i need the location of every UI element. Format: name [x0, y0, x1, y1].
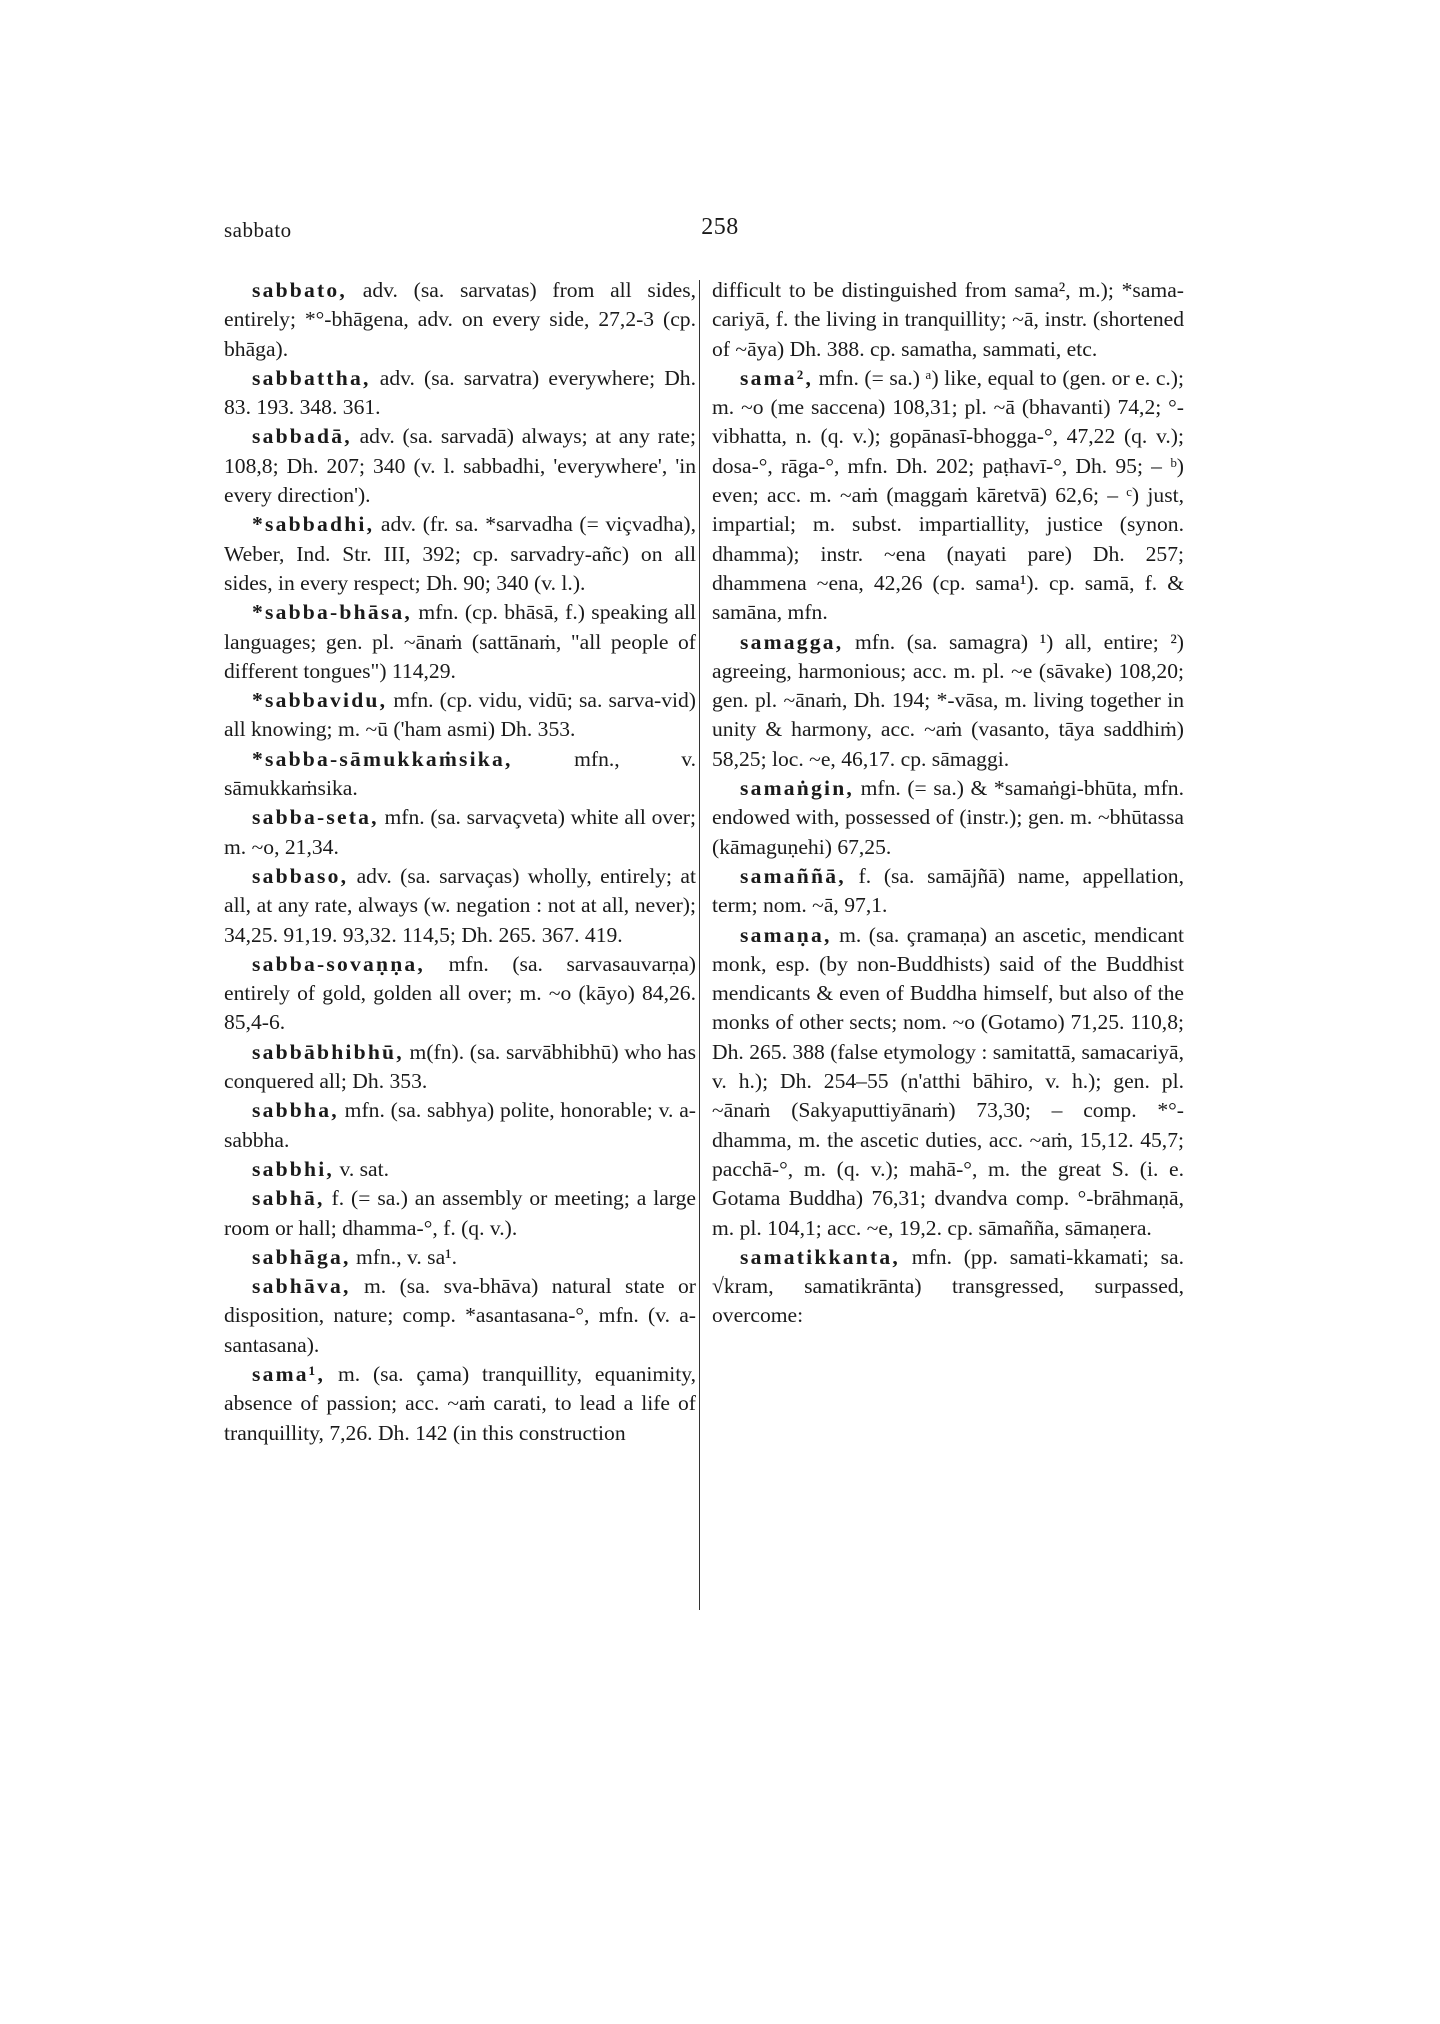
left-column: [224, 276, 696, 1448]
entry-headword: sabbhi,: [252, 1156, 335, 1181]
dictionary-entry: [224, 1155, 696, 1184]
entry-headword: sama²,: [740, 365, 814, 390]
dictionary-entry: [224, 686, 696, 745]
entry-headword: sabba-seta,: [252, 805, 379, 830]
entry-headword: sabbato,: [252, 278, 348, 302]
entry-headword: samatikkanta,: [740, 1244, 900, 1269]
entry-headword: *sabbadhi,: [252, 512, 375, 537]
entry-headword: samaṇa,: [740, 922, 832, 947]
dictionary-entry: [224, 1243, 696, 1272]
entry-headword: sabbābhibhū,: [252, 1039, 404, 1064]
dictionary-entry: [224, 803, 696, 862]
entry-headword: sabhāga,: [252, 1244, 351, 1269]
entry-headword: sabbha,: [252, 1098, 339, 1123]
dictionary-entry: [224, 745, 696, 804]
entry-headword: sabbaso,: [252, 863, 349, 888]
entry-definition: adv. (sa. sarvatra) everywhere; Dh. 83. 193. 348. 361.: [224, 365, 696, 420]
dictionary-entry: [712, 862, 1184, 921]
dictionary-entry: [224, 1096, 696, 1155]
dictionary-entry: [712, 628, 1184, 774]
dictionary-entry: [224, 422, 696, 510]
dictionary-entry: [224, 1360, 696, 1448]
entry-definition: adv. (sa. sarvatas) from all sides, entirely; *°-bhāgena, adv. on every side, 27,2-3 (cp. bhāga).: [224, 278, 696, 361]
dictionary-entry: [224, 1184, 696, 1243]
entry-definition: mfn. (= sa.) ᵃ) like, equal to (gen. or e. c.); m. ~o (me saccena) 108,31; pl. ~ā (bhavanti) 74,2; °-vibhatta, n. (q. v.); gopānasī-bhogga-°, 47,22 (q. v.); dosa-°, rāga-°, mfn. Dh. 202; paṭhavī-°, Dh. 95; – ᵇ) even; acc. m. ~aṁ (maggaṁ kāretvā) 62,6; – ᶜ) just, impartial; m. subst. impartiallity, justice (synon. dhamma); instr. ~ena (nayati pare) Dh. 257; dhammena ~ena, 42,26 (cp. sama¹). cp. samā, f. & samāna, mfn.: [712, 365, 1184, 625]
entry-definition: f. (= sa.) an assembly or meeting; a large room or hall; dhamma-°, f. (q. v.).: [224, 1186, 696, 1240]
dictionary-entry: [224, 1038, 696, 1097]
entry-definition: adv. (sa. sarvaças) wholly, entirely; at all, at any rate, always (w. negation : not at all, never); 34,25. 91,19. 93,32. 114,5; Dh. 265. 367. 419.: [224, 863, 696, 947]
entry-definition: mfn. (sa. samagra) ¹) all, entire; ²) agreeing, harmonious; acc. m. pl. ~e (sāvake) 108,20; gen. pl. ~ānaṁ, Dh. 194; *-vāsa, m. living together in unity & harmony, acc. ~aṁ (vasanto, tāya saddhiṁ) 58,25; loc. ~e, 46,17. cp. sāmaggi.: [712, 629, 1184, 771]
entry-headword: sabhā,: [252, 1186, 325, 1211]
entry-definition: mfn. (cp. bhāsā, f.) speaking all languages; gen. pl. ~ānaṁ (sattānaṁ, "all people of different tongues") 114,29.: [224, 600, 696, 683]
entry-headword: sama¹,: [252, 1361, 326, 1386]
entry-headword: *sabbavidu,: [252, 688, 388, 713]
entry-definition: mfn. (sa. sarvaçveta) white all over; m. ~o, 21,34.: [224, 805, 696, 859]
entry-headword: sabba-sovaṇṇa,: [252, 951, 426, 976]
entry-headword: samagga,: [740, 629, 844, 654]
column-divider: [699, 280, 700, 1610]
dictionary-entry: [224, 510, 696, 598]
entry-headword: samaññā,: [740, 863, 846, 888]
entry-definition: m. (sa. çama) tranquillity, equanimity, absence of passion; acc. ~aṁ carati, to lead a life of tranquillity, 7,26. Dh. 142 (in this construction: [224, 1361, 696, 1445]
dictionary-entry: [224, 950, 696, 1038]
entry-headword: sabhāva,: [252, 1274, 351, 1299]
entry-definition: mfn., v. sāmukkaṁsika.: [224, 746, 696, 801]
dictionary-entry: [224, 598, 696, 686]
entry-headword: sabbadā,: [252, 424, 352, 449]
entry-definition: mfn. (sa. sarvasauvarṇa) entirely of gold, golden all over; m. ~o (kāyo) 84,26. 85,4-6.: [224, 951, 696, 1035]
page-number: 258: [701, 214, 739, 240]
dictionary-entry: [224, 1272, 696, 1360]
entry-definition: mfn. (sa. sabhya) polite, honorable; v. a-sabbha.: [224, 1098, 696, 1152]
entry-definition: mfn. (pp. samati-kkamati; sa. √kram, samatikrānta) transgressed, surpassed, overcome:: [712, 1244, 1184, 1328]
entry-headword: *sabba-sāmukkaṁsika,: [252, 746, 513, 771]
entry-headword: *sabba-bhāsa,: [252, 600, 413, 625]
entry-definition: m. (sa. sva-bhāva) natural state or disposition, nature; comp. *asantasana-°, mfn. (v. a-santasana).: [224, 1274, 696, 1357]
dictionary-entry: [224, 862, 696, 950]
entry-definition: adv. (fr. sa. *sarvadha (= viçvadha), Weber, Ind. Str. III, 392; cp. sarvadry-añc) on all sides, in every respect; Dh. 90; 340 (v. l.).: [224, 512, 696, 595]
entry-definition: v. sat.: [339, 1156, 390, 1181]
entry-definition: mfn. (cp. vidu, vidū; sa. sarva-vid) all knowing; m. ~ū ('ham asmi) Dh. 353.: [224, 688, 696, 742]
entry-definition: adv. (sa. sarvadā) always; at any rate; 108,8; Dh. 207; 340 (v. l. sabbadhi, 'everywhere', 'in every direction').: [224, 424, 696, 508]
dictionary-entry: [224, 276, 696, 364]
dictionary-entry: [712, 921, 1184, 1243]
dictionary-entry: [712, 1243, 1184, 1331]
dictionary-entry: [712, 774, 1184, 862]
running-head: sabbato: [224, 218, 292, 242]
entry-definition: m. (sa. çramaṇa) an ascetic, mendicant monk, esp. (by non-Buddhists) said of the Buddhist mendicants & even of Buddha himself, but also of the monks of other sects; nom. ~o (Gotamo) 71,25. 110,8; Dh. 265. 388 (false etymology : samitattā, samacariyā, v. h.); Dh. 254–55 (n'atthi bāhiro, v. h.); gen. pl. ~ānaṁ (Sakyaputtiyānaṁ) 73,30; – comp. *°-dhamma, m. the ascetic duties, acc. ~aṁ, 15,12. 45,7; pacchā-°, m. (q. v.); mahā-°, m. the great S. (i. e. Gotama Buddha) 76,31; dvandva comp. °-brāhmaṇā, m. pl. 104,1; acc. ~e, 19,2. cp. sāmañña, sāmaṇera.: [712, 922, 1184, 1240]
entry-headword: samaṅgin,: [740, 776, 854, 801]
right-column: [712, 276, 1184, 1331]
dictionary-entry: [712, 364, 1184, 628]
entry-definition: mfn., v. sa¹.: [356, 1244, 458, 1269]
continuation-text: difficult to be distinguished from sama², m.); *sama-cariyā, f. the living in tranquillity; ~ā, instr. (shortened of ~āya) Dh. 388. cp. samatha, sammati, etc.: [712, 278, 1184, 361]
entry-headword: sabbattha,: [252, 365, 371, 390]
entry-definition: mfn. (= sa.) & *samaṅgi-bhūta, mfn. endowed with, possessed of (instr.); gen. m. ~bhūtassa (kāmaguṇehi) 67,25.: [712, 776, 1184, 859]
dictionary-entry: [224, 364, 696, 423]
entry-definition: f. (sa. samājñā) name, appellation, term; nom. ~ā, 97,1.: [712, 863, 1184, 918]
entry-definition: m(fn). (sa. sarvābhibhū) who has conquered all; Dh. 353.: [224, 1039, 696, 1094]
